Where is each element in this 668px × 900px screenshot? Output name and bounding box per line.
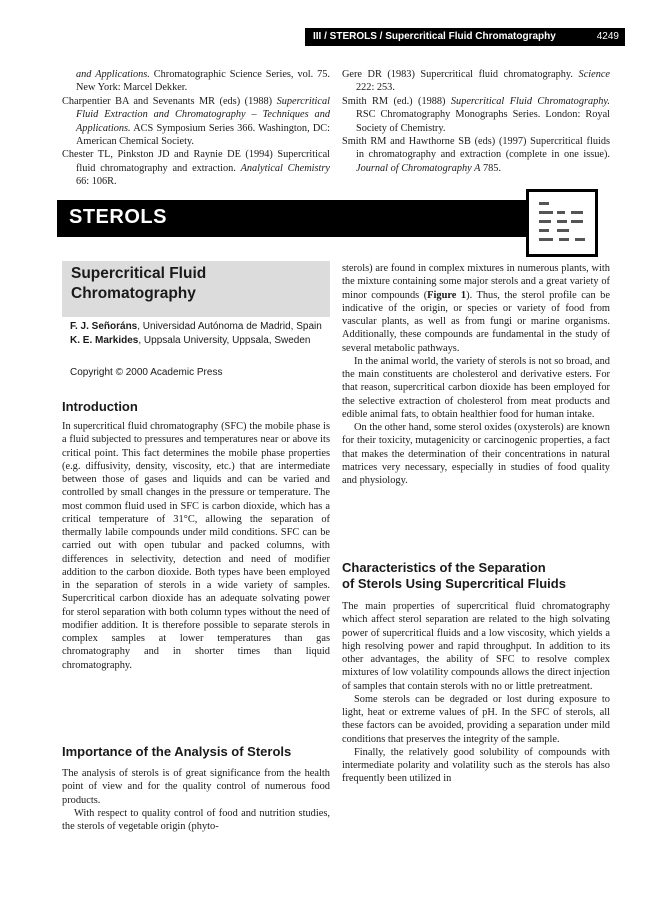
reference-text: Chester TL, Pinkston JD and Raynie DE (1994) Supercritical fluid chromatography and extraction. xyxy=(62,149,330,174)
page-number: 4249 xyxy=(596,31,619,42)
article-title-box xyxy=(62,261,330,317)
heading-characteristics-line-1: Characteristics of the Separation xyxy=(342,560,546,575)
paragraph-text: Some sterols can be degraded or lost during exposure to light, heat or extreme values of pH. In the SFC of sterols, all these factors can be avoided, providing a separation under mild conditions that preserves the integrity of the sample. xyxy=(342,693,610,745)
reference-text: Analytical Chemistry xyxy=(240,162,330,174)
section-logo-icon xyxy=(526,189,598,257)
section-title: STEROLS xyxy=(69,206,167,228)
article-title: Supercritical Fluid Chromatography xyxy=(71,265,207,302)
author-2-name: K. E. Markides xyxy=(70,334,139,346)
paragraph-text: In the animal world, the variety of sterols is not so broad, and the main constituents are cholesterol and derivative esters. For that reason, supercritical carbon dioxide has been employed for the selective extraction of cholesterol from meat products and edible animal fats, to obtain healthier food for human intake. xyxy=(342,355,610,420)
author-2-affiliation: , Uppsala University, Uppsala, Sweden xyxy=(138,334,311,346)
reference-text: Journal of Chromatography A xyxy=(356,162,481,174)
reference-text: Charpentier BA and Sevenants MR (eds) (1988) xyxy=(62,95,277,107)
reference-text: and Applications. xyxy=(76,69,150,80)
reference-text: Supercritical Fluid Extraction and Chromatography – Techniques and Applications. xyxy=(76,95,330,134)
reference-entry xyxy=(62,95,330,149)
paragraph xyxy=(342,746,610,786)
heading-introduction: Introduction xyxy=(62,399,138,414)
running-title: III / STEROLS / Supercritical Fluid Chromatography xyxy=(313,31,556,42)
reference-entry xyxy=(62,68,330,95)
heading-importance: Importance of the Analysis of Sterols xyxy=(62,744,292,759)
paragraph-text: The main properties of supercritical fluid chromatography which affect sterol separation are related to the high solvating power of supercritical fluids and a low viscosity, which yields a high resolving power and rapid throughput. In addition to its other advantages, the ability of SFC to resolve complex mixtures of low volatility compounds allows the direct injection of samples that contain sterols with no or little pretreatment. xyxy=(342,601,610,692)
paragraph-text: Finally, the relatively good solubility of compounds with intermediate polarity and volatility such as the sterols has also frequently been utilized in xyxy=(342,746,610,785)
paragraph xyxy=(342,600,610,693)
reference-entry xyxy=(342,95,610,135)
paragraph xyxy=(62,807,330,834)
paragraph-text: The analysis of sterols is of great significance from the health point of view and for the quality control of numerous food products. xyxy=(62,768,330,806)
running-header xyxy=(305,28,625,46)
author-1-name: F. J. Señoráns xyxy=(70,321,138,332)
reference-text: 222: 253. xyxy=(356,82,395,94)
paragraph xyxy=(62,767,330,807)
characteristics-body xyxy=(342,600,610,786)
paragraph-text: ). Thus, the sterol profile can be indicative of the origin, or species or variety of food from vascular plants, as well as from fungi or marine organisms. Additionally, these compounds are fundamental in the study of several metabolic pathways. xyxy=(342,289,610,354)
author-list xyxy=(70,320,332,347)
heading-characteristics-line-2: of Sterols Using Supercritical Fluids xyxy=(342,576,566,591)
references-right xyxy=(342,68,610,175)
paragraph xyxy=(342,355,610,421)
reference-text: Chromatographic Science Series, vol. 75. New York: Marcel Dekker. xyxy=(76,69,330,94)
paragraph-text: With respect to quality control of food and nutrition studies, the sterols of vegetable origin (phyto- xyxy=(62,807,330,832)
paragraph xyxy=(342,262,610,355)
section-banner xyxy=(57,200,597,237)
author-2 xyxy=(70,334,332,348)
reference-entry xyxy=(62,148,330,188)
reference-entry xyxy=(342,68,610,95)
paragraph xyxy=(342,421,610,487)
paragraph-text: Figure 1 xyxy=(427,289,467,301)
heading-characteristics xyxy=(342,560,566,592)
reference-text: RSC Chromatography Monographs Series. London: Royal Society of Chemistry. xyxy=(356,109,610,134)
reference-text: Supercritical Fluid Chromatography. xyxy=(450,95,610,107)
author-1 xyxy=(70,320,332,334)
paragraph-text: sterols) are found in complex mixtures in numerous plants, with the mixture containing some major sterols and a great variety of minor compounds ( xyxy=(342,263,610,301)
paragraph-text: On the other hand, some sterol oxides (oxysterols) are known for their toxicity, mutagenicity or carcinogenic properties, a fact that makes the determination of their concentrations in natural matrices very necessary, especially in studies of food quality and physiology. xyxy=(342,422,610,486)
reference-text: Gere DR (1983) Supercritical fluid chromatography. xyxy=(342,69,579,80)
reference-text: ACS Symposium Series 366. Washington, DC: American Chemical Society. xyxy=(76,122,330,148)
right-column-body xyxy=(342,262,610,487)
paragraph xyxy=(342,693,610,746)
reference-text: Smith RM and Hawthorne SB (eds) (1997) Supercritical fluids in chromatography and extraction (complete in one issue). xyxy=(342,136,610,161)
copyright-notice: Copyright © 2000 Academic Press xyxy=(70,367,223,378)
reference-text: 66: 106R. xyxy=(76,176,117,188)
paragraph xyxy=(62,420,330,672)
introduction-body xyxy=(62,420,330,672)
reference-entry xyxy=(342,135,610,175)
paragraph-text: In supercritical fluid chromatography (SFC) the mobile phase is a fluid subjected to pressures and temperatures near or above its critical point. This fact determines the mobile phase properties (e.g. diffusivity, density, viscosity, etc.) that are intermediate between those of gases and liquids and can be varied and controlled by small changes in the pressure or temperature. The most common fluid used in SFC is carbon dioxide, which has a critical temperature of 31°C, allowing the separation of thermally labile compounds under mild conditions. SFC can be carried out with open tubular and packed columns, with differences in selectivity, detection and need of modifier addition to the carbon dioxide. Both types have been employed in the separation of sterols in a wide variety of samples. Supercritical carbon dioxide has an adequate solvating power for sterol separation with both column types without the need of modifier addition. It is therefore possible to separate sterols in complex samples at lower temperatures than gas chromatography and in shorter times than liquid chromatography. xyxy=(62,421,330,671)
importance-body xyxy=(62,767,330,833)
author-1-affiliation: , Universidad Autónoma de Madrid, Spain xyxy=(137,321,322,332)
reference-text: Science xyxy=(578,69,610,80)
references-left xyxy=(62,68,330,189)
reference-text: 785. xyxy=(480,162,502,174)
reference-text: Smith RM (ed.) (1988) xyxy=(342,95,451,107)
